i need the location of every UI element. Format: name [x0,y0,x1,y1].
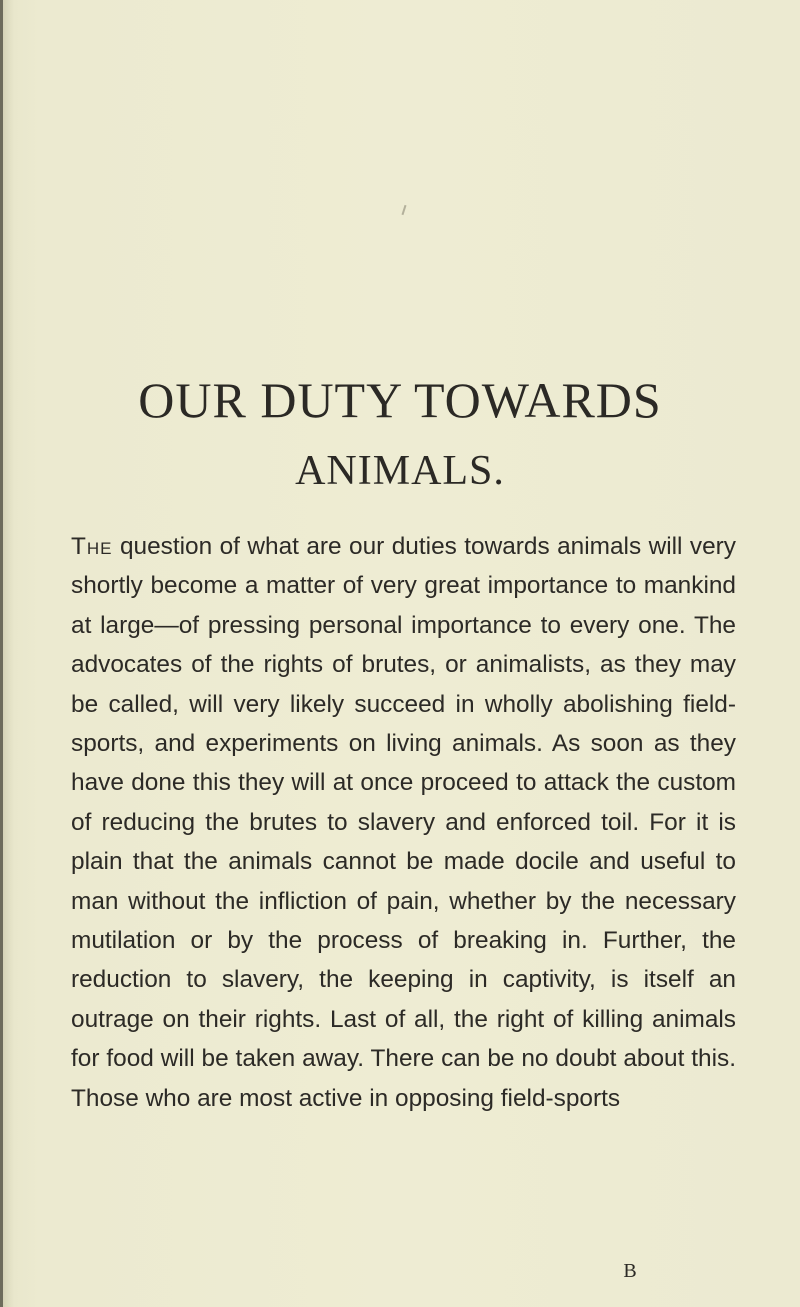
chapter-title-line-2: ANIMALS. [295,448,505,494]
signature-mark: B [623,1260,637,1282]
chapter-title-line-1: OUR DUTY TOWARDS [138,372,662,428]
paper-speck [402,205,407,215]
body-paragraph [71,527,736,1118]
page-binding-edge [0,0,3,1307]
paragraph-text: question of what are our duties towards animals will very shortly become a matter of very great importance to mankind at large—of pressing personal importance to every one. The advocates of the rights of brutes, or animalists, as they may be called, will very likely succeed in wholly abolishing field-sports, and experiments on living animals. As soon as they have done this they will at once proceed to attack the custom of reducing the brutes to slavery and enforced toil. For it is plain that the animals cannot be made docile and useful to man without the infliction of pain, whether by the necessary mutilation or by the process of breaking in. Further, the reduction to slavery, the keeping in captivity, is itself an outrage on their rights. Last of all, the right of killing animals for food will be taken away. There can be no doubt about this. Those who are most active in opposing field-sports [71,533,736,1112]
lead-word: The [71,533,113,560]
